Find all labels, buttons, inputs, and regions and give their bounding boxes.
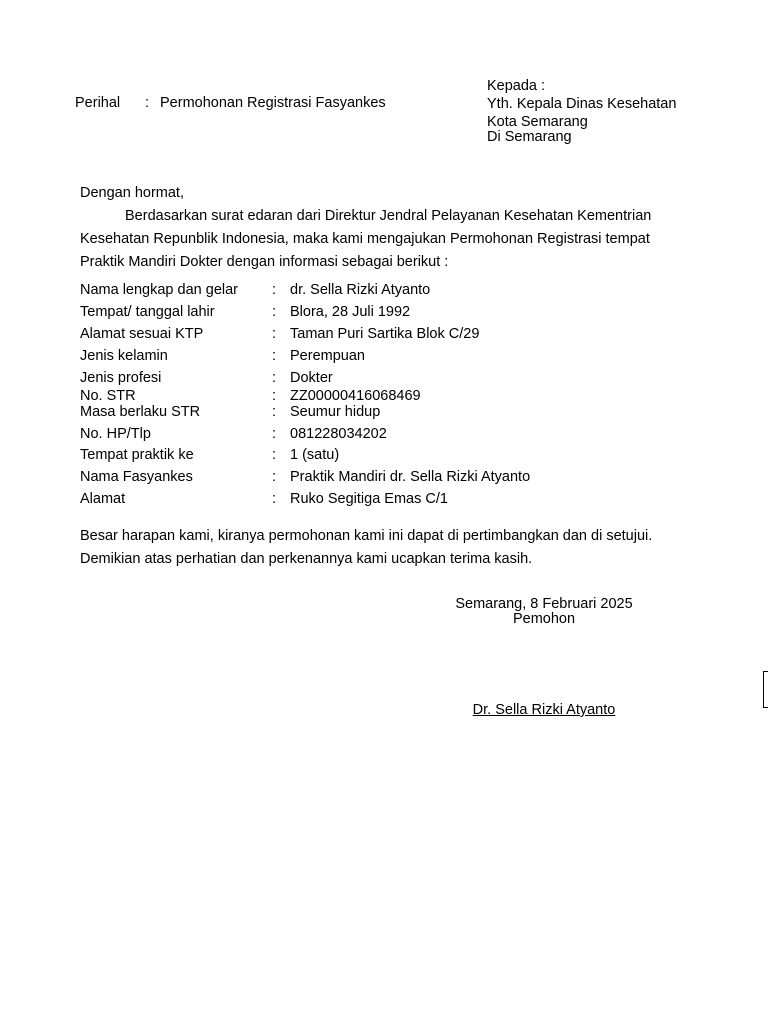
info-row <box>0 388 768 405</box>
info-colon: : <box>272 304 277 320</box>
info-row <box>0 304 768 321</box>
info-colon: : <box>272 426 277 442</box>
perihal-label: Perihal <box>75 95 121 111</box>
info-value: Dokter <box>290 370 333 386</box>
paragraph-line: Kesehatan Repunblik Indonesia, maka kami mengajukan Permohonan Registrasi tempat <box>80 231 650 247</box>
paragraph-line: Praktik Mandiri Dokter dengan informasi sebagai berikut : <box>80 254 449 270</box>
info-row <box>0 348 768 365</box>
info-row <box>0 469 768 486</box>
info-colon: : <box>272 404 277 420</box>
info-label: Tempat/ tanggal lahir <box>80 304 215 320</box>
recipient-line: Di Semarang <box>487 129 572 145</box>
greeting: Dengan hormat, <box>80 185 184 201</box>
info-label: No. STR <box>80 388 136 404</box>
info-label: Jenis profesi <box>80 370 162 386</box>
info-colon: : <box>272 282 277 298</box>
info-colon: : <box>272 326 277 342</box>
recipient-line: Kota Semarang <box>487 114 588 130</box>
info-colon: : <box>272 370 277 386</box>
info-colon: : <box>272 447 277 463</box>
info-row <box>0 282 768 299</box>
paragraph-line: Berdasarkan surat edaran dari Direktur Jendral Pelayanan Kesehatan Kementrian <box>125 208 652 224</box>
closing-line: Besar harapan kami, kiranya permohonan kami ini dapat di pertimbangkan dan di setujui. <box>80 528 653 544</box>
info-value: 1 (satu) <box>290 447 340 463</box>
signature-place-date: Semarang, 8 Februari 2025 <box>455 596 633 612</box>
info-label: Nama Fasyankes <box>80 469 193 485</box>
info-label: Masa berlaku STR <box>80 404 201 420</box>
info-colon: : <box>272 491 277 507</box>
signature-name: Dr. Sella Rizki Atyanto <box>472 702 616 718</box>
info-value: dr. Sella Rizki Atyanto <box>290 282 431 298</box>
info-colon: : <box>272 388 277 404</box>
info-value: 081228034202 <box>290 426 387 442</box>
info-label: Alamat sesuai KTP <box>80 326 204 342</box>
info-row <box>0 404 768 421</box>
info-row <box>0 491 768 508</box>
info-row <box>0 426 768 443</box>
info-row <box>0 326 768 343</box>
perihal-value: Permohonan Registrasi Fasyankes <box>160 95 386 111</box>
info-label: Jenis kelamin <box>80 348 168 364</box>
info-label: Nama lengkap dan gelar <box>80 282 238 298</box>
info-value: Blora, 28 Juli 1992 <box>290 304 411 320</box>
info-row <box>0 370 768 387</box>
info-colon: : <box>272 348 277 364</box>
info-row <box>0 447 768 464</box>
info-value: ZZ00000416068469 <box>290 388 421 404</box>
info-label: Tempat praktik ke <box>80 447 194 463</box>
perihal-colon: : <box>145 95 150 111</box>
info-colon: : <box>272 469 277 485</box>
recipient-heading: Kepada : <box>487 78 546 94</box>
closing-line: Demikian atas perhatian dan perkenannya kami ucapkan terima kasih. <box>80 551 533 567</box>
info-value: Seumur hidup <box>290 404 381 420</box>
info-label: Alamat <box>80 491 126 507</box>
info-label: No. HP/Tlp <box>80 426 151 442</box>
info-value: Ruko Segitiga Emas C/1 <box>290 491 448 507</box>
edge-mark <box>763 671 768 708</box>
signature-role: Pemohon <box>512 611 576 627</box>
info-value: Perempuan <box>290 348 365 364</box>
info-value: Taman Puri Sartika Blok C/29 <box>290 326 480 342</box>
info-value: Praktik Mandiri dr. Sella Rizki Atyanto <box>290 469 531 485</box>
recipient-line: Yth. Kepala Dinas Kesehatan <box>487 96 677 112</box>
